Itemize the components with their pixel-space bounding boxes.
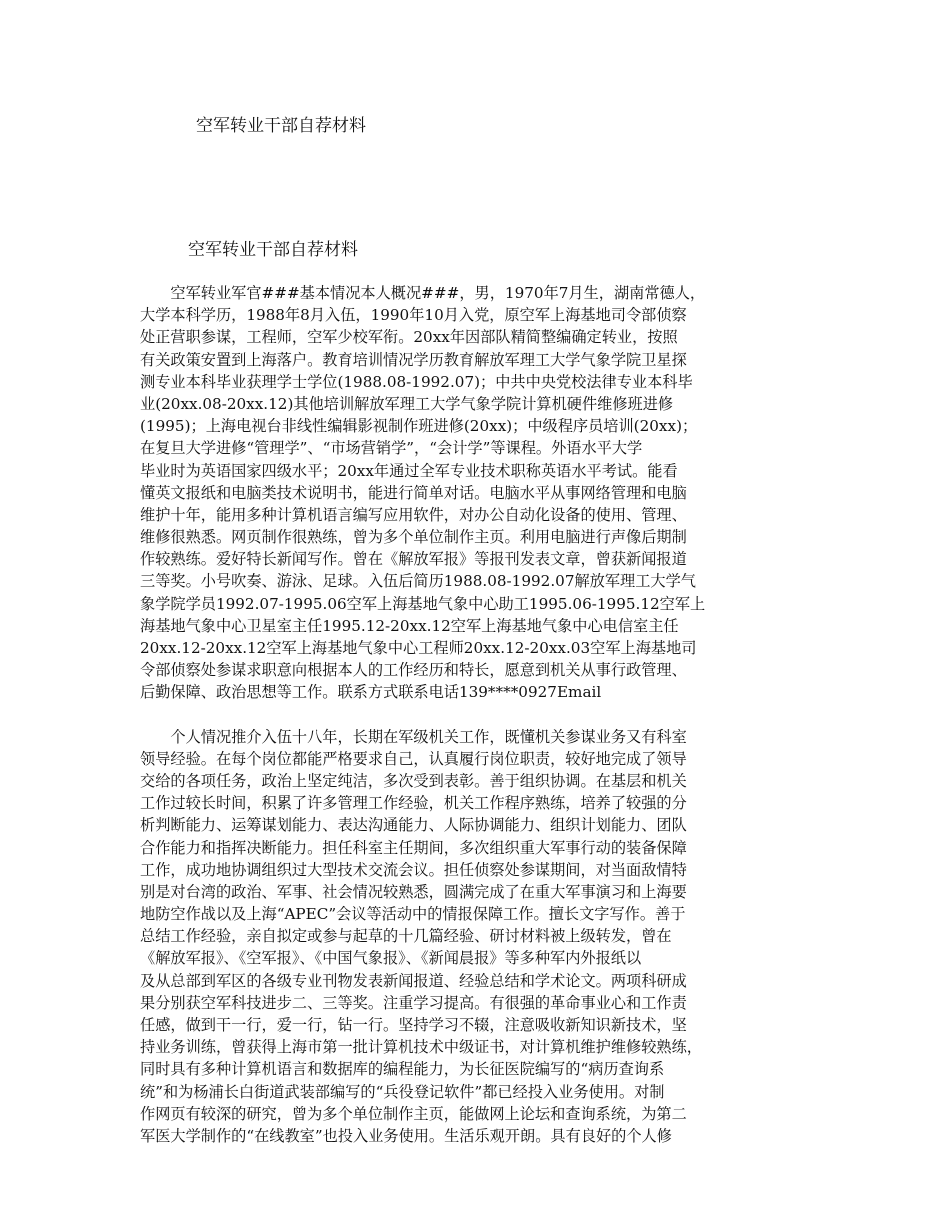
header-title: 空军转业干部自荐材料 <box>196 116 366 136</box>
text-line: 毕业时为英语国家四级水平；20xx年通过全军专业技术职称英语水平考试。能看 <box>140 461 678 480</box>
text-line: 持业务训练，曾获得上海市第一批计算机技术中级证书，对计算机维护维修较熟练， <box>140 1038 702 1057</box>
text-line: 后勤保障、政治思想等工作。联系方式联系电话139****0927Email <box>140 683 602 702</box>
text-line: 个人情况推介入伍十八年，长期在军级机关工作，既懂机关参谋业务又有科室 <box>140 727 687 746</box>
text-line: 任感，做到干一行，爱一行，钻一行。坚持学习不辍，注意吸收新知识新技术，坚 <box>140 1016 687 1034</box>
page-title: 空军转业干部自荐材料 <box>188 240 358 260</box>
text-line: 总结工作经验，亲自拟定或参与起草的十几篇经验、研讨材料被上级转发，曾在 <box>140 927 672 946</box>
text-line: 在复旦大学进修“管理学”、“市场营销学”，“会计学”等课程。外语水平大学 <box>140 439 643 458</box>
text-line: 析判断能力、运筹谋划能力、表达沟通能力、人际协调能力、组织计划能力、团队 <box>140 816 687 835</box>
text-line: 大学本科学历，1988年8月入伍，1990年10月入党，原空军上海基地司令部侦察 <box>140 306 687 325</box>
text-line: 20xx.12-20xx.12空军上海基地气象中心工程师20xx.12-20xx.03空军上海基地司 <box>140 639 697 657</box>
text-line: 果分别获空军科技进步二、三等奖。注重学习提高。有很强的革命事业心和工作责 <box>140 993 687 1012</box>
text-line: 处正营职参谋，工程师，空军少校军衔。20xx年因部队精简整编确定转业，按照 <box>140 328 678 347</box>
text-line: 领导经验。在每个岗位都能严格要求自己，认真履行岗位职责，较好地完成了领导 <box>140 749 687 768</box>
text-line: 及从总部到军区的各级专业刊物发表新闻报道、经验总结和学术论文。两项科研成 <box>140 971 687 990</box>
paragraph-1 <box>140 282 830 704</box>
document-body <box>140 282 830 1147</box>
text-line: 作较熟练。爱好特长新闻写作。曾在《解放军报》等报刊发表文章，曾获新闻报道 <box>140 550 687 569</box>
text-line: 工作，成功地协调组织过大型技术交流会议。担任侦察处参谋期间，对当面敌情特 <box>140 860 687 879</box>
text-line: 测专业本科毕业获理学士学位(1988.08-1992.07)；中共中央党校法律专业本科毕 <box>140 372 693 391</box>
text-line: 维修很熟悉。网页制作很熟练，曾为多个单位制作主页。利用电脑进行声像后期制 <box>140 528 687 547</box>
text-line: 地防空作战以及上海“APEC”会议等活动中的情报保障工作。擅长文字写作。善于 <box>140 905 686 924</box>
text-line: 工作过较长时间，积累了许多管理工作经验，机关工作程序熟练，培养了较强的分 <box>140 794 687 813</box>
paragraph-gap <box>140 704 830 726</box>
text-line: (1995)；上海电视台非线性编辑影视制作班进修(20xx)；中级程序员培训(20xx)； <box>140 417 698 436</box>
text-line: 同时具有多种计算机语言和数据库的编程能力，为长征医院编写的“病历查询系 <box>140 1060 665 1079</box>
text-line: 交给的各项任务，政治上坚定纯洁，多次受到表彰。善于组织协调。在基层和机关 <box>140 771 687 790</box>
text-line: 《解放军报》、《空军报》、《中国气象报》、《新闻晨报》等多种军内外报纸以 <box>140 949 642 968</box>
text-line: 统”和为杨浦长白街道武装部编写的“兵役登记软件”都已经投入业务使用。对制 <box>140 1082 665 1101</box>
text-line: 合作能力和指挥决断能力。担任科室主任期间，多次组织重大军事行动的装备保障 <box>140 838 687 857</box>
paragraph-2 <box>140 726 830 1148</box>
text-line: 军医大学制作的“在线教室”也投入业务使用。生活乐观开朗。具有良好的个人修 <box>140 1126 672 1145</box>
text-line: 令部侦察处参谋求职意向根据本人的工作经历和特长，愿意到机关从事行政管理、 <box>140 661 687 680</box>
text-line: 有关政策安置到上海落户。教育培训情况学历教育解放军理工大学气象学院卫星探 <box>140 350 687 369</box>
text-line: 维护十年，能用多种计算机语言编写应用软件，对办公自动化设备的使用、管理、 <box>140 505 687 524</box>
text-line: 别是对台湾的政治、军事、社会情况较熟悉，圆满完成了在重大军事演习和上海要 <box>140 882 687 901</box>
text-line: 海基地气象中心卫星室主任1995.12-20xx.12空军上海基地气象中心电信室主任 <box>140 616 679 635</box>
text-line: 作网页有较深的研究，曾为多个单位制作主页，能做网上论坛和查询系统，为第二 <box>140 1104 687 1123</box>
text-line: 象学院学员1992.07-1995.06空军上海基地气象中心助工1995.06-1995.12空军上 <box>140 594 706 613</box>
text-line: 空军转业军官###基本情况本人概况###，男，1970年7月生，湖南常德人， <box>140 284 706 302</box>
text-line: 三等奖。小号吹奏、游泳、足球。入伍后简历1988.08-1992.07解放军理工大学气 <box>140 572 696 591</box>
text-line: 懂英文报纸和电脑类技术说明书，能进行简单对话。电脑水平从事网络管理和电脑 <box>140 483 687 502</box>
text-line: 业(20xx.08-20xx.12)其他培训解放军理工大学气象学院计算机硬件维修班进修 <box>140 394 674 413</box>
